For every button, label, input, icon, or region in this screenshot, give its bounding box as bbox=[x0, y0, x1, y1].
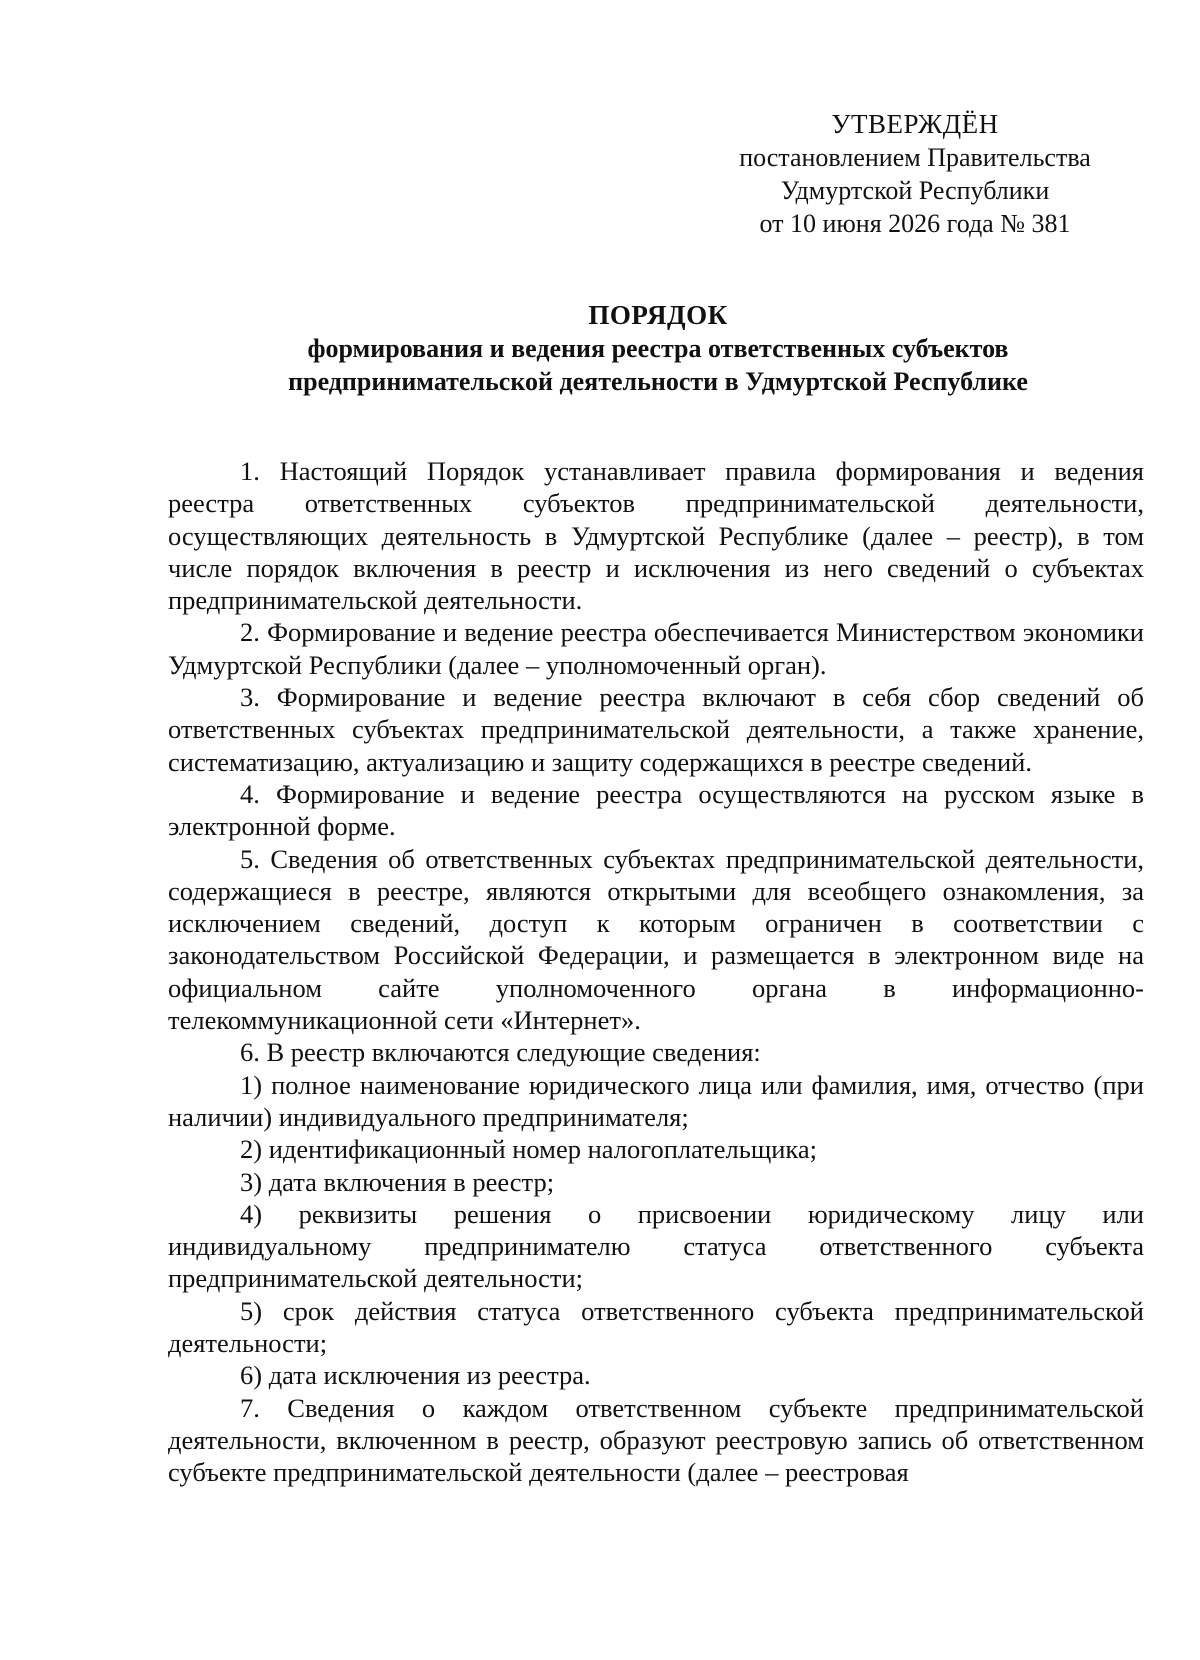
paragraph-6: 6. В реестр включаются следующие сведения: bbox=[240, 1037, 761, 1068]
approval-line-3: от 10 июня 2026 года № 381 bbox=[759, 209, 1071, 238]
list-item-3: 3) дата включения в реестр; bbox=[240, 1166, 555, 1197]
approval-block bbox=[720, 108, 1110, 240]
paragraph-5: 5. Сведения об ответственных субъектах предпринимательской деятельности, содержащиеся в реестре, являются открытыми для всеобщего ознакомления, за исключением сведений, доступ к которым ограничен в соответствии с законодательством Российской Федерации, и размещается в электронном виде на официальном сайте уполномоченного органа в информационно-телекоммуникационной сети «Интернет». bbox=[168, 843, 1144, 1036]
paragraph-3: 3. Формирование и ведение реестра включают в себя сбор сведений об ответственных субъектах предпринимательской деятельности, а также хранение, систематизацию, актуализацию и защиту содержащихся в реестре сведений. bbox=[168, 682, 1144, 777]
list-item-2: 2) идентификационный номер налогоплательщика; bbox=[240, 1134, 818, 1165]
document-heading bbox=[168, 298, 1148, 398]
list-item-5: 5) срок действия статуса ответственного субъекта предпринимательской деятельности; bbox=[168, 1295, 1144, 1359]
approval-line-2: Удмуртской Республики bbox=[780, 176, 1050, 205]
document-subtitle-line-2: предпринимательской деятельности в Удмуртской Республике bbox=[288, 367, 1028, 396]
paragraph-4: 4. Формирование и ведение реестра осуществляются на русском языке в электронной форме. bbox=[168, 778, 1144, 842]
approval-line-1: постановлением Правительства bbox=[739, 143, 1091, 172]
paragraph-1: 1. Настоящий Порядок устанавливает правила формирования и ведения реестра ответственных субъектов предпринимательской деятельности, осуществляющих деятельность в Удмуртской Республике (далее – реестр), в том числе порядок включения в реестр и исключения из него сведений о субъектах предпринимательской деятельности. bbox=[168, 456, 1144, 616]
approval-title: УТВЕРЖДЁН bbox=[831, 109, 999, 139]
document-body bbox=[168, 455, 1144, 1489]
list-item-1: 1) полное наименование юридического лица или фамилия, имя, отчество (при наличии) индивидуального предпринимателя; bbox=[168, 1069, 1144, 1132]
list-item-6: 6) дата исключения из реестра. bbox=[240, 1360, 591, 1391]
list-item-4: 4) реквизиты решения о присвоении юридическому лицу или индивидуальному предпринимателю статуса ответственного субъекта предпринимательской деятельности; bbox=[168, 1198, 1144, 1294]
paragraph-2: 2. Формирование и ведение реестра обеспечивается Министерством экономики Удмуртской Республики (далее – уполномоченный орган). bbox=[168, 617, 1144, 680]
document-subtitle-line-1: формирования и ведения реестра ответственных субъектов bbox=[307, 334, 1009, 363]
paragraph-7: 7. Сведения о каждом ответственном субъекте предпринимательской деятельности, включенном в реестр, образуют реестровую запись об ответственном субъекте предпринимательской деятельности (далее – реестровая bbox=[168, 1392, 1144, 1488]
document-title: ПОРЯДОК bbox=[588, 300, 728, 330]
